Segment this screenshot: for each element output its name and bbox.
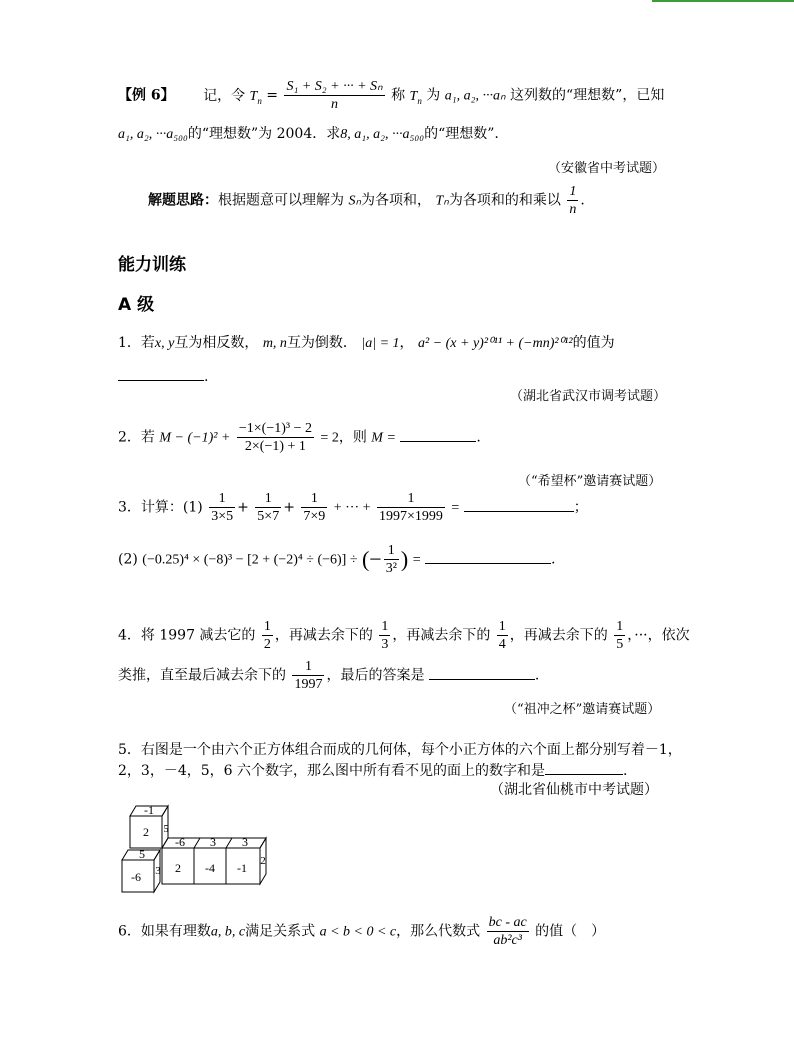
answer-blank[interactable]: [545, 760, 623, 775]
cube-label: 3: [155, 865, 161, 877]
question-5-line2: 2，3，－4，5，6 六个数字，那么图中所有看不见的面上的数字和是 .: [118, 760, 627, 781]
question-1-answer-line: .: [118, 366, 208, 387]
question-3-part1: 3．计算：(1) $\frac{1}{3\times 5}$ + $\frac{1}{5\times 7}$ + $\frac{1}{7\times 9}$ + ··· + $\frac{1}{1997\times 1999}$ = ；: [118, 491, 588, 524]
cube-label: -4: [205, 861, 215, 875]
example-label: 【例 6】: [118, 87, 175, 104]
example6-line2: a₁, a₂, ···a₅₀₀的“理想数”为 2004．求8, a₁, a₂, ···a₅₀₀的“理想数”.: [118, 126, 499, 142]
cube-label: -1: [237, 861, 247, 875]
question-2: 2．若 M − (−1)² + $\frac{\text{−1×(−1)³ − 2}}{2\times(-1) + 1}$ = 2，则 M = .: [118, 421, 481, 454]
section-title: 能力训练: [118, 255, 186, 275]
question-4-line2: 类推，直至最后减去余下的 $\frac{1}{1997}$ ，最后的答案是 .: [118, 659, 540, 692]
question-5-line1: 5．右图是一个由六个正方体组合而成的几何体，每个小正方体的六个面上都分别写着－1，: [118, 742, 682, 758]
question-6: 6．如果有理数a, b, c满足关系式 a < b < 0 < c，那么代数式 $\frac{bc - ac}{\text{ab²c³}}$ 的值（ ）: [118, 915, 606, 948]
answer-blank[interactable]: [429, 665, 535, 680]
cube-label: 2: [143, 825, 149, 839]
cube-label: 2: [260, 855, 266, 867]
example6-line1: 【例 6】 记，令 $T_n$ = $\frac{\text{S₁ + S₂ + ··· + Sₙ}}{n}$ 称 $T_n$ 为 a₁, a₂, ···aₙ 这列数的“理想数”，已知: [118, 79, 665, 112]
cube-label: -1: [144, 803, 154, 817]
question-4-line1: 4．将 1997 减去它的 $\frac{1}{2}$ ，再减去余下的 $\frac{1}{3}$ ，再减去余下的 $\frac{1}{4}$ ，再减去余下的 $\frac{1}{5}$ ，···，依次: [118, 619, 690, 652]
example6-source: （安徽省中考试题）: [548, 161, 666, 176]
tn-fraction: $\frac{\text{S₁ + S₂ + ··· + Sₙ}}{n}$: [286, 79, 383, 112]
cube-label: 5: [163, 824, 169, 835]
example6-hint: 解题思路：根据题意可以理解为 Sₙ为各项和， Tₙ为各项和的和乘以 $\frac{1}{n}$ .: [148, 184, 585, 217]
question-1-source: （湖北省武汉市调考试题）: [510, 389, 667, 404]
question-2-source: （“希望杯”邀请赛试题）: [518, 474, 662, 489]
cube-label: -6: [131, 870, 141, 884]
question-4-source: （“祖冲之杯”邀请赛试题）: [504, 702, 661, 717]
level-title: A 级: [118, 295, 155, 315]
cube-label: 3: [210, 835, 216, 849]
answer-blank[interactable]: [425, 549, 551, 564]
cube-figure: [116, 802, 276, 898]
question-5-source: （湖北省仙桃市中考试题）: [490, 782, 658, 798]
top-accent-bar: [652, 0, 794, 2]
cube-label: 5: [139, 847, 145, 861]
question-3-part2: (2) (−0.25)⁴ × (−8)³ − [2 + (−2)⁴ ÷ (−6)] ÷ (− $\frac{1}{\text{3²}}$ ) = .: [118, 543, 556, 576]
question-1: 1．若x, y互为相反数， m, n互为倒数． |a| = 1， a² − (x + y)²⁰¹¹ + (−mn)²⁰¹²的值为: [118, 335, 615, 351]
answer-blank[interactable]: [118, 366, 204, 381]
cube-label: -6: [175, 835, 185, 849]
cube-label: 3: [242, 835, 248, 849]
answer-blank[interactable]: [464, 497, 574, 512]
cube-label: 2: [175, 861, 181, 875]
answer-blank[interactable]: [400, 427, 476, 442]
